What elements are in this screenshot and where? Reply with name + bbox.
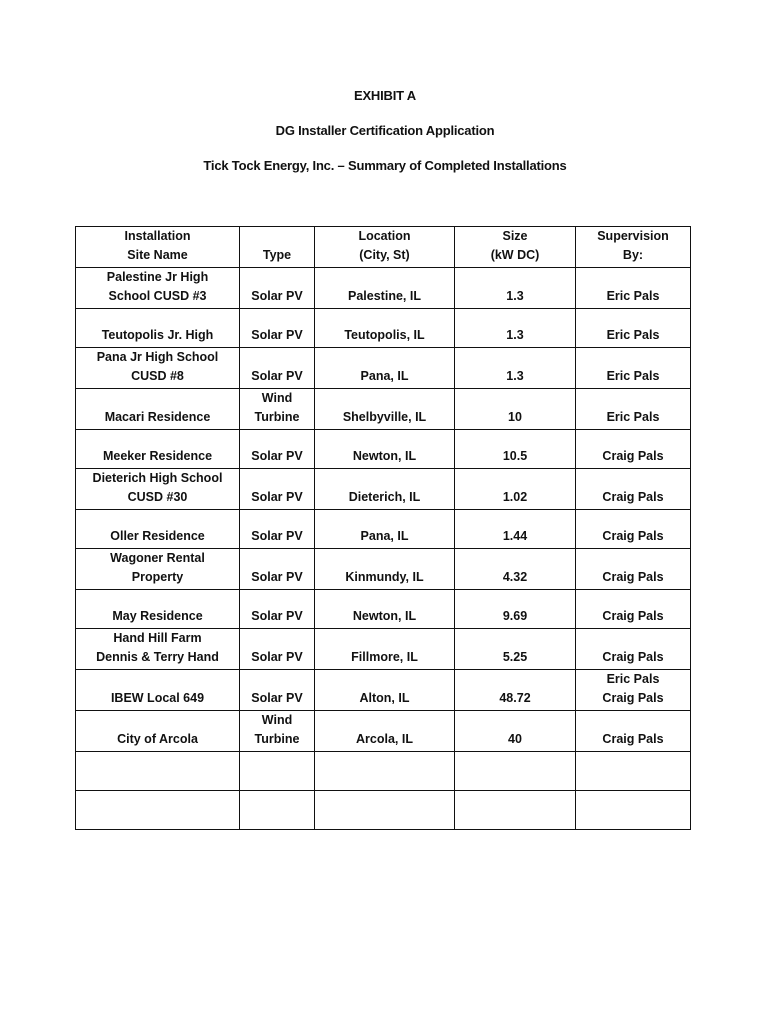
supervision-cell-line: Craig Pals [602, 449, 664, 463]
size-cell: 4.32 [455, 549, 576, 590]
site-name-cell-line: Palestine Jr High [106, 270, 209, 284]
size-cell [455, 752, 576, 791]
table-row [76, 791, 691, 830]
location-cell: Pana, IL [315, 348, 455, 389]
supervision-cell [576, 469, 691, 510]
site-name-cell [76, 549, 240, 590]
supervision-cell [576, 711, 691, 752]
location-cell: Teutopolis, IL [315, 309, 455, 348]
type-cell [240, 752, 315, 791]
type-cell [240, 629, 315, 670]
site-name-cell-line: Dennis & Terry Hand [96, 650, 219, 664]
supervision-cell [576, 348, 691, 389]
installations-table [75, 226, 691, 830]
location-cell: Arcola, IL [315, 711, 455, 752]
size-cell: 10.5 [455, 430, 576, 469]
site-name-cell-line: School CUSD #3 [108, 289, 207, 303]
location-cell [315, 791, 455, 830]
type-cell-line: Solar PV [251, 529, 303, 543]
site-name-cell [76, 510, 240, 549]
header-supervision [576, 227, 691, 268]
type-cell-line: Turbine [254, 732, 300, 746]
size-cell: 9.69 [455, 590, 576, 629]
type-cell [240, 309, 315, 348]
site-name-cell-line: Property [131, 570, 184, 584]
site-name-cell [76, 469, 240, 510]
site-name-cell [76, 629, 240, 670]
size-cell: 1.3 [455, 309, 576, 348]
table-row [76, 309, 691, 348]
supervision-cell [576, 670, 691, 711]
supervision-cell-line: Craig Pals [602, 490, 664, 504]
table-row [76, 752, 691, 791]
supervision-cell-line: Craig Pals [602, 609, 664, 623]
type-cell [240, 469, 315, 510]
type-cell-line: Solar PV [251, 289, 303, 303]
type-cell-line: Wind [261, 391, 293, 405]
type-cell [240, 590, 315, 629]
table-row [76, 469, 691, 510]
site-name-cell-line: Teutopolis Jr. High [101, 328, 214, 342]
type-cell-line: Solar PV [251, 369, 303, 383]
type-cell-line: Wind [261, 713, 293, 727]
location-cell: Palestine, IL [315, 268, 455, 309]
type-cell [240, 348, 315, 389]
type-cell [240, 791, 315, 830]
supervision-cell-line: Craig Pals [602, 732, 664, 746]
type-cell [240, 549, 315, 590]
type-cell-line: Solar PV [251, 650, 303, 664]
table-row [76, 670, 691, 711]
header-type [240, 227, 315, 268]
site-name-cell-line: City of Arcola [117, 732, 198, 746]
location-cell: Pana, IL [315, 510, 455, 549]
supervision-cell [576, 549, 691, 590]
site-name-cell-line: Pana Jr High School [96, 350, 219, 364]
size-cell: 1.44 [455, 510, 576, 549]
header-line: (City, St) [359, 248, 410, 262]
size-cell: 1.3 [455, 268, 576, 309]
type-cell-line: Solar PV [251, 490, 303, 504]
supervision-cell [576, 268, 691, 309]
site-name-cell-line: CUSD #8 [131, 369, 184, 383]
type-cell-line: Solar PV [251, 609, 303, 623]
header-line: Location [358, 229, 411, 243]
header-line: Site Name [127, 248, 188, 262]
supervision-cell-line: Eric Pals [606, 328, 660, 342]
application-title: DG Installer Certification Application [275, 123, 495, 138]
type-cell-line: Solar PV [251, 449, 303, 463]
supervision-cell-line: Eric Pals [606, 410, 660, 424]
size-cell: 1.3 [455, 348, 576, 389]
site-name-cell [76, 430, 240, 469]
site-name-cell [76, 309, 240, 348]
header-line: Supervision [597, 229, 669, 243]
type-cell [240, 430, 315, 469]
type-cell-line: Solar PV [251, 328, 303, 342]
site-name-cell-line: Macari Residence [104, 410, 211, 424]
supervision-cell [576, 752, 691, 791]
supervision-cell-line: Craig Pals [602, 570, 664, 584]
table-body [76, 268, 691, 830]
location-cell [315, 752, 455, 791]
header-line: (kW DC) [490, 248, 540, 262]
supervision-cell [576, 590, 691, 629]
header-line: Type [262, 248, 292, 262]
site-name-cell [76, 590, 240, 629]
site-name-cell [76, 711, 240, 752]
location-cell: Alton, IL [315, 670, 455, 711]
supervision-cell [576, 430, 691, 469]
header-location [315, 227, 455, 268]
size-cell [455, 791, 576, 830]
site-name-cell [76, 268, 240, 309]
table-header-row [76, 227, 691, 268]
supervision-cell-line: Craig Pals [602, 691, 664, 705]
supervision-cell [576, 791, 691, 830]
header-site-name [76, 227, 240, 268]
size-cell: 5.25 [455, 629, 576, 670]
type-cell [240, 389, 315, 430]
location-cell: Kinmundy, IL [315, 549, 455, 590]
supervision-cell-line: Eric Pals [606, 369, 660, 383]
location-cell: Dieterich, IL [315, 469, 455, 510]
table-row [76, 268, 691, 309]
supervision-cell [576, 629, 691, 670]
table-row [76, 590, 691, 629]
size-cell: 48.72 [455, 670, 576, 711]
size-cell: 40 [455, 711, 576, 752]
location-cell: Newton, IL [315, 430, 455, 469]
site-name-cell-line: Oller Residence [110, 529, 205, 543]
site-name-cell-line: Wagoner Rental [110, 551, 205, 565]
type-cell [240, 268, 315, 309]
site-name-cell-line: IBEW Local 649 [110, 691, 205, 705]
header-line: By: [622, 248, 644, 262]
summary-title: Tick Tock Energy, Inc. – Summary of Completed Installations [203, 158, 567, 173]
type-cell-line: Solar PV [251, 691, 303, 705]
supervision-cell-line: Eric Pals [606, 289, 660, 303]
supervision-cell-line: Craig Pals [602, 529, 664, 543]
header-line: Installation [124, 229, 191, 243]
size-cell: 10 [455, 389, 576, 430]
site-name-cell [76, 670, 240, 711]
supervision-cell [576, 309, 691, 348]
header-size [455, 227, 576, 268]
table-row [76, 549, 691, 590]
supervision-cell-line: Craig Pals [602, 650, 664, 664]
header-line: Size [502, 229, 528, 243]
site-name-cell [76, 752, 240, 791]
site-name-cell [76, 348, 240, 389]
site-name-cell [76, 791, 240, 830]
site-name-cell-line: Dieterich High School [92, 471, 223, 485]
supervision-cell-line: Eric Pals [606, 672, 660, 686]
location-cell: Shelbyville, IL [315, 389, 455, 430]
site-name-cell-line: Hand Hill Farm [113, 631, 202, 645]
table-row [76, 711, 691, 752]
location-cell: Fillmore, IL [315, 629, 455, 670]
type-cell [240, 711, 315, 752]
type-cell [240, 510, 315, 549]
table-row [76, 389, 691, 430]
table-row [76, 430, 691, 469]
site-name-cell [76, 389, 240, 430]
table-row [76, 510, 691, 549]
table-row [76, 348, 691, 389]
supervision-cell [576, 510, 691, 549]
type-cell-line: Solar PV [251, 570, 303, 584]
table-row [76, 629, 691, 670]
site-name-cell-line: CUSD #30 [127, 490, 188, 504]
type-cell-line: Turbine [254, 410, 300, 424]
site-name-cell-line: May Residence [112, 609, 203, 623]
location-cell: Newton, IL [315, 590, 455, 629]
supervision-cell [576, 389, 691, 430]
type-cell [240, 670, 315, 711]
site-name-cell-line: Meeker Residence [102, 449, 213, 463]
size-cell: 1.02 [455, 469, 576, 510]
exhibit-heading: EXHIBIT A [353, 88, 416, 103]
